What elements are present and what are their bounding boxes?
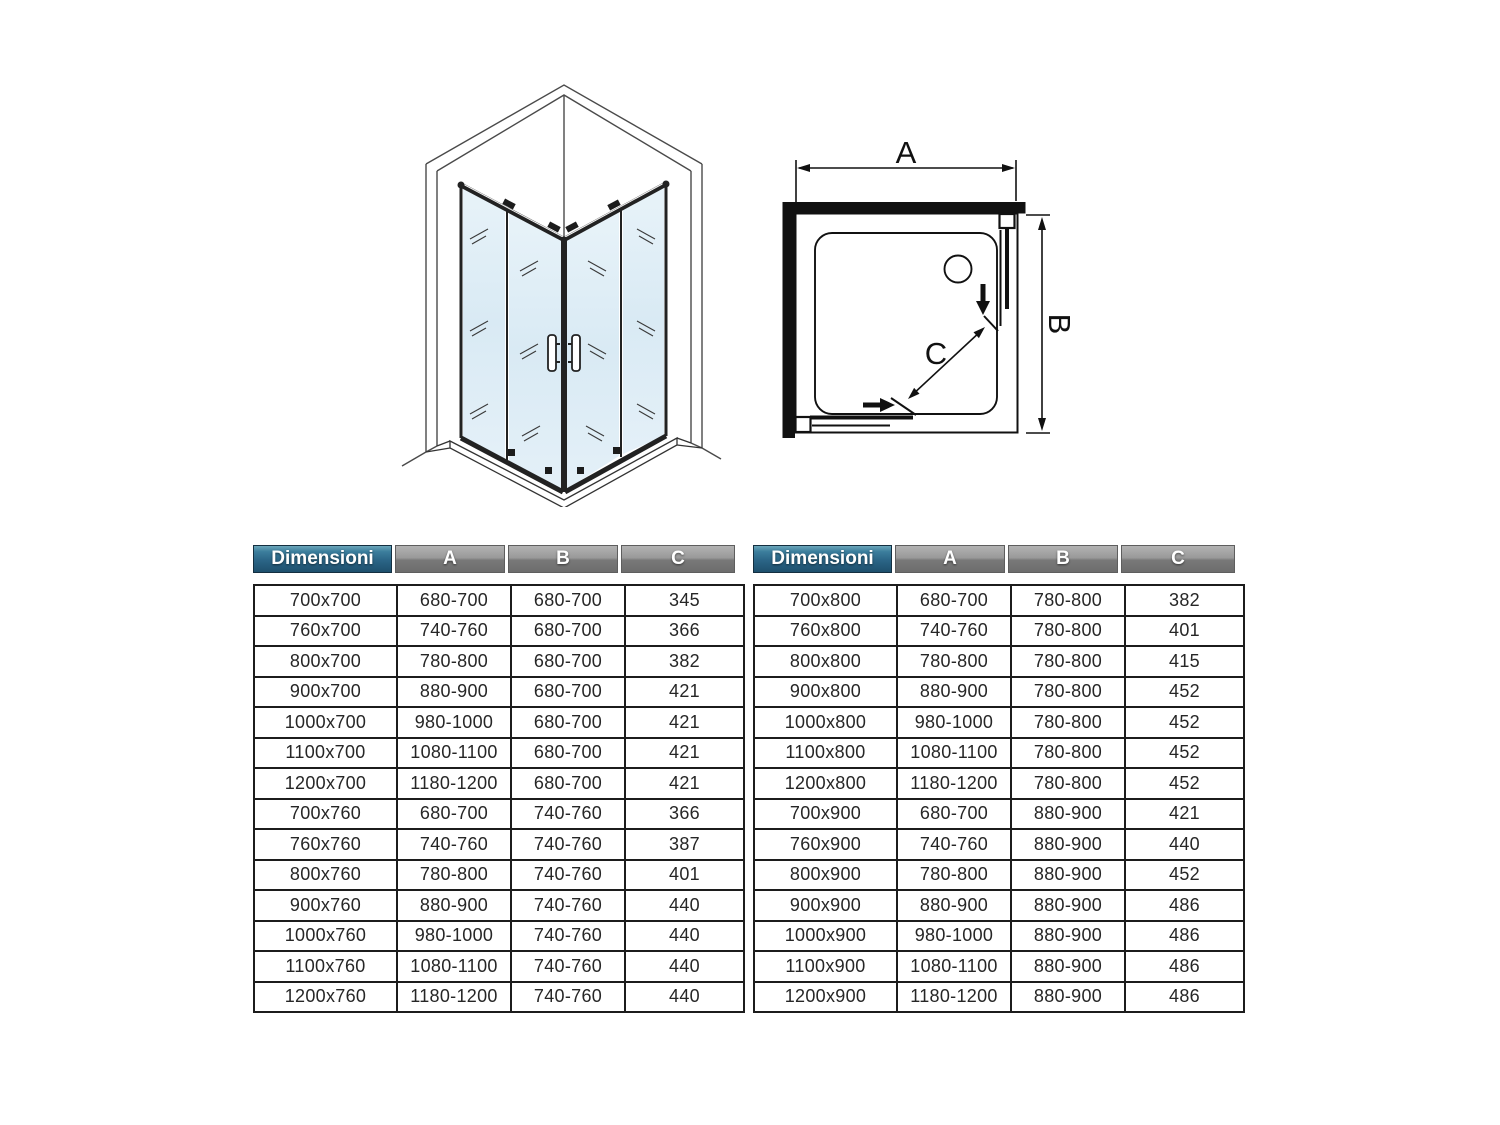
dimension-cell: 900x800: [754, 677, 897, 708]
dimension-cell: 680-700: [897, 799, 1011, 830]
drain-circle: [945, 256, 972, 283]
dimension-cell: 1080-1100: [897, 738, 1011, 769]
left-wall-profile: [796, 417, 811, 432]
dimension-cell: 387: [625, 829, 744, 860]
dimension-cell: 740-760: [511, 799, 625, 830]
dimension-cell: 880-900: [897, 890, 1011, 921]
dimension-cell: 440: [625, 890, 744, 921]
dimension-cell: 421: [625, 707, 744, 738]
dimensions-table-left: [253, 545, 735, 1013]
table-header-row: [253, 545, 735, 573]
dimension-cell: 1180-1200: [897, 768, 1011, 799]
dimension-cell: 1080-1100: [897, 951, 1011, 982]
dimension-cell: 680-700: [511, 646, 625, 677]
table-row: [254, 829, 744, 860]
dimension-cell: 680-700: [897, 585, 1011, 616]
dimension-cell: 780-800: [1011, 768, 1125, 799]
dimension-cell: 1100x800: [754, 738, 897, 769]
dimension-cell: 780-800: [1011, 646, 1125, 677]
dimension-c: [908, 327, 985, 399]
dimension-cell: 880-900: [1011, 921, 1125, 952]
dimension-cell: 800x700: [254, 646, 397, 677]
dimension-cell: 700x800: [754, 585, 897, 616]
table-row: [754, 646, 1244, 677]
dimension-cell: 1180-1200: [897, 982, 1011, 1013]
table-row: [254, 890, 744, 921]
dimension-cell: 680-700: [511, 738, 625, 769]
table-row: [254, 707, 744, 738]
dimension-cell: 680-700: [511, 768, 625, 799]
dimension-cell: 452: [1125, 768, 1244, 799]
dimension-cell: 740-760: [511, 860, 625, 891]
table-row: [754, 829, 1244, 860]
dimension-rows-table: [753, 584, 1245, 1013]
column-header-c: C: [621, 545, 735, 573]
dimension-cell: 780-800: [397, 860, 511, 891]
dimension-cell: 760x900: [754, 829, 897, 860]
dimension-cell: 486: [1125, 951, 1244, 982]
dimensions-table-right: [753, 545, 1235, 1013]
dimension-cell: 1200x760: [254, 982, 397, 1013]
shower-tray: [815, 233, 997, 414]
dimension-cell: 900x760: [254, 890, 397, 921]
dimension-cell: 700x700: [254, 585, 397, 616]
dimension-cell: 740-760: [511, 982, 625, 1013]
dimension-cell: 900x700: [254, 677, 397, 708]
dimension-cell: 1200x900: [754, 982, 897, 1013]
dimension-cell: 900x900: [754, 890, 897, 921]
dimension-cell: 1000x800: [754, 707, 897, 738]
dimension-cell: 740-760: [511, 890, 625, 921]
table-row: [754, 738, 1244, 769]
table-row: [254, 585, 744, 616]
left-door-handle: [548, 335, 556, 371]
table-row: [254, 768, 744, 799]
table-row: [754, 677, 1244, 708]
right-door-handle: [572, 335, 580, 371]
table-row: [254, 616, 744, 647]
dimension-cell: 345: [625, 585, 744, 616]
dimension-cell: 440: [625, 982, 744, 1013]
dimension-cell: 980-1000: [397, 921, 511, 952]
dimension-cell: 452: [1125, 707, 1244, 738]
dimensions-header: Dimensioni: [253, 545, 392, 573]
column-header-b: B: [508, 545, 618, 573]
table-row: [254, 646, 744, 677]
dimension-cell: 1180-1200: [397, 768, 511, 799]
dimension-cell: 1100x900: [754, 951, 897, 982]
dimension-cell: 780-800: [897, 646, 1011, 677]
left-wall: [783, 202, 796, 438]
table-row: [754, 860, 1244, 891]
table-row: [754, 921, 1244, 952]
dimension-cell: 1200x700: [254, 768, 397, 799]
dimension-cell: 880-900: [1011, 829, 1125, 860]
dimension-b: [1026, 215, 1077, 433]
table-row: [254, 982, 744, 1013]
dimension-cell: 1000x760: [254, 921, 397, 952]
table-row: [754, 585, 1244, 616]
dimension-cell: 880-900: [397, 677, 511, 708]
dimension-cell: 452: [1125, 860, 1244, 891]
dimension-cell: 452: [1125, 738, 1244, 769]
dimension-cell: 740-760: [397, 616, 511, 647]
dimension-cell: 780-800: [897, 860, 1011, 891]
dimension-cell: 1000x700: [254, 707, 397, 738]
table-header-row: [753, 545, 1235, 573]
table-row: [254, 738, 744, 769]
dim-b-label: B: [1042, 313, 1077, 335]
table-row: [754, 707, 1244, 738]
dimension-cell: 740-760: [511, 829, 625, 860]
dimension-cell: 780-800: [1011, 585, 1125, 616]
dimension-cell: 740-760: [397, 829, 511, 860]
dimension-cell: 382: [625, 646, 744, 677]
dimension-cell: 680-700: [511, 707, 625, 738]
dimension-cell: 440: [1125, 829, 1244, 860]
dimension-cell: 680-700: [511, 585, 625, 616]
table-row: [254, 951, 744, 982]
dimension-cell: 366: [625, 616, 744, 647]
dimension-cell: 415: [1125, 646, 1244, 677]
dimension-cell: 1000x900: [754, 921, 897, 952]
dimension-cell: 440: [625, 951, 744, 982]
dimension-a: [796, 135, 1016, 203]
dimension-cell: 880-900: [397, 890, 511, 921]
dimension-cell: 366: [625, 799, 744, 830]
dimension-cell: 740-760: [897, 829, 1011, 860]
column-header-a: A: [395, 545, 505, 573]
enclosure-outline: [796, 214, 1018, 433]
dimension-cell: 740-760: [897, 616, 1011, 647]
dimension-cell: 780-800: [1011, 738, 1125, 769]
dimension-cell: 980-1000: [897, 921, 1011, 952]
dimension-cell: 760x700: [254, 616, 397, 647]
dimension-cell: 780-800: [1011, 707, 1125, 738]
isometric-shower-enclosure-diagram: [400, 75, 722, 507]
table-row: [754, 890, 1244, 921]
dimension-cell: 880-900: [1011, 799, 1125, 830]
table-row: [754, 616, 1244, 647]
dimension-cell: 421: [625, 768, 744, 799]
table-row: [254, 799, 744, 830]
dimension-cell: 780-800: [397, 646, 511, 677]
dimension-cell: 980-1000: [897, 707, 1011, 738]
table-row: [254, 677, 744, 708]
dimension-cell: 760x800: [754, 616, 897, 647]
dimension-cell: 760x760: [254, 829, 397, 860]
dimension-cell: 880-900: [1011, 951, 1125, 982]
dimension-cell: 880-900: [897, 677, 1011, 708]
dimension-cell: 382: [1125, 585, 1244, 616]
dimension-cell: 421: [625, 738, 744, 769]
right-door-panels: [976, 214, 1015, 331]
dimension-cell: 800x800: [754, 646, 897, 677]
dim-c-label: C: [924, 336, 948, 371]
dimension-cell: 401: [1125, 616, 1244, 647]
dimension-cell: 740-760: [511, 921, 625, 952]
table-row: [254, 921, 744, 952]
dimension-cell: 800x760: [254, 860, 397, 891]
table-row: [754, 799, 1244, 830]
dimension-cell: 780-800: [1011, 677, 1125, 708]
top-wall: [783, 202, 1026, 214]
column-header-a: A: [895, 545, 1005, 573]
dim-a-label: A: [895, 135, 917, 170]
dimension-cell: 1100x700: [254, 738, 397, 769]
dimension-cell: 680-700: [511, 677, 625, 708]
dimension-cell: 421: [625, 677, 744, 708]
right-wall-profile: [1000, 214, 1015, 228]
dimension-cell: 1080-1100: [397, 951, 511, 982]
topview-shower-diagram: [768, 125, 1082, 477]
dimension-cell: 421: [1125, 799, 1244, 830]
table-row: [754, 982, 1244, 1013]
column-header-c: C: [1121, 545, 1235, 573]
dimension-cell: 780-800: [1011, 616, 1125, 647]
dimension-cell: 680-700: [397, 799, 511, 830]
dimension-cell: 401: [625, 860, 744, 891]
slide-down-arrow: [976, 301, 990, 315]
dimension-cell: 1080-1100: [397, 738, 511, 769]
table-row: [254, 860, 744, 891]
dimension-cell: 486: [1125, 982, 1244, 1013]
dimension-cell: 1180-1200: [397, 982, 511, 1013]
dimension-cell: 486: [1125, 921, 1244, 952]
dimension-cell: 880-900: [1011, 890, 1125, 921]
dimension-cell: 452: [1125, 677, 1244, 708]
dimension-cell: 740-760: [511, 951, 625, 982]
table-row: [754, 768, 1244, 799]
dimension-cell: 700x900: [754, 799, 897, 830]
dimensions-header: Dimensioni: [753, 545, 892, 573]
dimension-cell: 800x900: [754, 860, 897, 891]
dimension-rows-table: [253, 584, 745, 1013]
dimension-cell: 486: [1125, 890, 1244, 921]
bottom-door-panels: [796, 398, 917, 432]
column-header-b: B: [1008, 545, 1118, 573]
dimension-cell: 980-1000: [397, 707, 511, 738]
dimension-cell: 700x760: [254, 799, 397, 830]
dimension-cell: 680-700: [397, 585, 511, 616]
dimension-cell: 680-700: [511, 616, 625, 647]
dimension-cell: 880-900: [1011, 982, 1125, 1013]
dimension-cell: 880-900: [1011, 860, 1125, 891]
dimension-cell: 440: [625, 921, 744, 952]
dimension-cell: 1200x800: [754, 768, 897, 799]
dimension-cell: 1100x760: [254, 951, 397, 982]
table-row: [754, 951, 1244, 982]
